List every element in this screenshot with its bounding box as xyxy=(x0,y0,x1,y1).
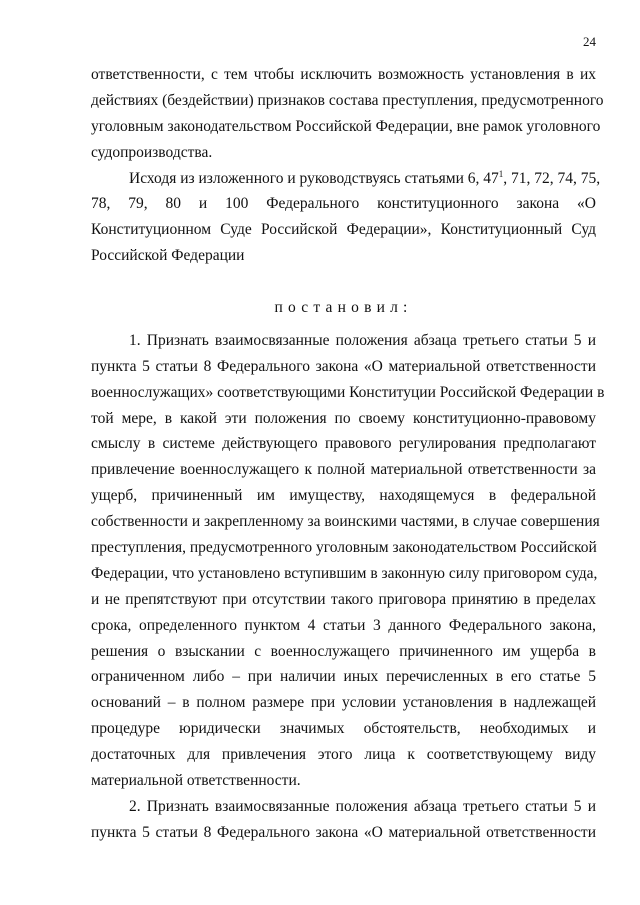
paragraph-item-1 xyxy=(91,328,605,794)
text-line: процедуре юридически значимых обстоятельств, необходимых и xyxy=(91,720,596,738)
text-line: срока, определенного пунктом 4 статьи 3 данного Федерального закона, xyxy=(91,616,596,634)
text-line: оснований – в полном размере при условии установления в надлежащей xyxy=(91,694,596,712)
text-line: привлечение военнослужащего к полной материальной ответственности за xyxy=(91,461,596,479)
text-line: материальной ответственности. xyxy=(91,772,301,790)
text-line: пункта 5 статьи 8 Федерального закона «О материальной ответственности xyxy=(91,357,596,375)
text-line: преступления, предусмотренного уголовным законодательством Российской xyxy=(91,539,597,557)
resolution-heading: постановил: xyxy=(274,299,413,317)
document-body xyxy=(91,62,605,846)
text-line: военнослужащих» соответствующими Конституции Российской Федерации в xyxy=(91,383,605,401)
text-line: ограниченном либо – при наличии иных перечисленных в его статье 5 xyxy=(91,668,596,686)
text-line: Федерации, что установлено вступившим в законную силу приговором суда, xyxy=(91,564,598,582)
text-line: смыслу в системе действующего правового регулирования предполагают xyxy=(91,435,596,453)
text-line: 78, 79, 80 и 100 Федерального конституционного закона «О xyxy=(91,195,596,213)
text-line: пункта 5 статьи 8 Федерального закона «О материальной ответственности xyxy=(91,823,596,841)
text-line: ущерб, причиненный им имуществу, находящемуся в федеральной xyxy=(91,487,596,505)
text-line: собственности и закрепленному за воинскими частями, в случае совершения xyxy=(91,513,600,531)
text-line: той мере, в какой эти положения по своему конституционно-правовому xyxy=(91,409,596,427)
text-line: действиях (бездействии) признаков состава преступления, предусмотренного xyxy=(91,91,604,109)
text-line: ответственности, с тем чтобы исключить возможность установления в их xyxy=(91,66,596,83)
paragraph-item-2 xyxy=(91,794,596,846)
text-line: Российской Федерации xyxy=(91,247,245,265)
text-line: 1. Признать взаимосвязанные положения абзаца третьего статьи 5 и xyxy=(129,331,596,349)
superscript: 1 xyxy=(498,168,504,179)
text-line: решения о взыскании с военнослужащего причиненного им ущерба в xyxy=(91,642,596,660)
text-fragment: , 71, 72, 74, 75, xyxy=(503,169,601,187)
spacer xyxy=(91,321,596,328)
blank-line xyxy=(91,269,596,295)
text-fragment: Исходя из изложенного и руководствуясь статьями 6, 47 xyxy=(129,169,499,187)
paragraph-basis xyxy=(91,166,601,270)
text-line: достаточных для привлечения этого лица к соответствующему виду xyxy=(91,746,596,764)
text-line: Конституционном Суде Российской Федерации», Конституционный Суд xyxy=(91,221,596,239)
paragraph-intro xyxy=(91,62,604,166)
text-line: судопроизводства. xyxy=(91,143,213,161)
text-line: и не препятствуют при отсутствии такого приговора принятию в пределах xyxy=(91,590,596,608)
text-line: 2. Признать взаимосвязанные положения абзаца третьего статьи 5 и xyxy=(129,797,596,815)
text-line: уголовным законодательством Российской Федерации, вне рамок уголовного xyxy=(91,117,601,135)
text-line xyxy=(91,166,601,192)
page-number: 24 xyxy=(583,34,596,49)
